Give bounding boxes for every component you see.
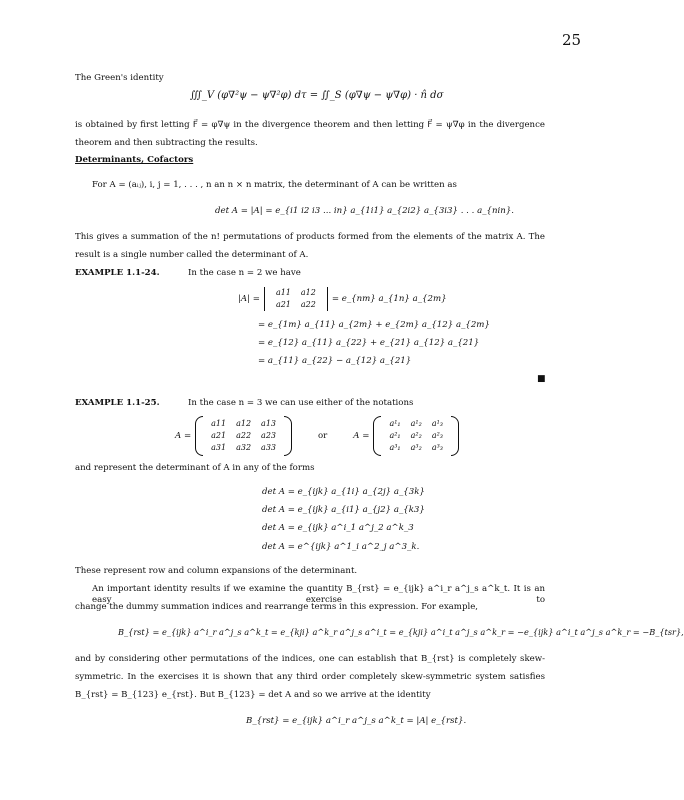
- det-form-2: det A = e_{ijk} a_{i1} a_{j2} a_{k3}: [262, 505, 425, 515]
- matrix-cell: a³₂: [410, 443, 422, 452]
- identity-p2-line3: B_{rst} = B_{123} e_{rst}. But B_{123} = det A and so we arrive at the identity: [75, 690, 431, 700]
- matrix-row: [384, 430, 448, 442]
- det-form-1: det A = e_{ijk} a_{1i} a_{2j} a_{3k}: [262, 487, 425, 497]
- example25-matrices: [175, 416, 459, 456]
- matrix-cell: a22: [236, 431, 252, 440]
- identity-p1-line2: change the dummy summation indices and rearrange terms in this expression. For example,: [75, 602, 479, 612]
- greens-intro: The Green's identity: [75, 73, 164, 83]
- matrix-cell: a²₂: [410, 431, 422, 440]
- det-form-4: det A = e^{ijk} a^1_i a^2_j a^3_k.: [262, 542, 420, 552]
- matrix-cell: a12: [236, 419, 252, 428]
- matrix-cell: a31: [211, 443, 227, 452]
- matrix-cell: a23: [261, 431, 276, 440]
- matrix-cell: a32: [236, 443, 252, 452]
- matrix-row: [384, 442, 448, 454]
- example24-eq1: = e_{nm} a_{1n} a_{2m}: [331, 293, 447, 304]
- matrix-cell: a¹₃: [431, 419, 443, 428]
- page-number: 25: [562, 31, 582, 49]
- example24-matrix: [264, 287, 328, 311]
- greens-after-line2: theorem and then subtracting the results.: [75, 138, 258, 148]
- left-paren: [195, 416, 203, 456]
- example25-matrix2: [373, 416, 459, 456]
- example24-text: In the case n = 2 we have: [188, 268, 301, 278]
- matrix-cell: a21: [275, 300, 291, 309]
- example25-matrix1: [195, 416, 292, 456]
- example24-eq4: = a_{11} a_{22} − a_{12} a_{21}: [258, 356, 412, 366]
- matrix-cell: a33: [261, 443, 276, 452]
- matrix-row: [271, 287, 321, 299]
- or-word: or: [318, 430, 328, 441]
- matrix-cell: a³₁: [389, 443, 401, 452]
- matrix-cell: a12: [300, 288, 316, 297]
- final-identity: B_{rst} = e_{ijk} a^i_r a^j_s a^k_t = |A| e_{rst}.: [246, 716, 467, 726]
- matrix-cell: a¹₂: [410, 419, 422, 428]
- example24-eq2: = e_{1m} a_{11} a_{2m} + e_{2m} a_{12} a_{2m}: [258, 320, 490, 330]
- det-form-3: det A = e_{ijk} a^i_1 a^j_2 a^k_3: [262, 523, 414, 533]
- example24-label: EXAMPLE 1.1-24.: [75, 268, 160, 278]
- matrix-cell: a13: [261, 419, 276, 428]
- det-formula: det A = |A| = e_{i1 i2 i3 ... in} a_{1i1} a_{2i2} a_{3i3} . . . a_{nin}.: [215, 206, 515, 216]
- matrix-row: [384, 418, 448, 430]
- example24-lhs: |A| =: [238, 293, 260, 304]
- matrix-row: [206, 442, 281, 454]
- example25-lhs2: A =: [353, 430, 370, 441]
- example25-label: EXAMPLE 1.1-25.: [75, 398, 160, 408]
- matrix-row: [271, 299, 321, 311]
- matrix-row: [206, 418, 281, 430]
- right-paren: [451, 416, 459, 456]
- matrix-cell: a22: [300, 300, 316, 309]
- rows-columns-line: These represent row and column expansions of the determinant.: [75, 566, 358, 576]
- example24-det: [238, 287, 447, 311]
- intro-line: For A = (aᵢⱼ), i, j = 1, . . . , n an n × n matrix, the determinant of A can be written as: [92, 180, 457, 190]
- matrix-cell: a¹₁: [389, 419, 401, 428]
- matrix-row: [206, 430, 281, 442]
- identity-p2-line2: symmetric. In the exercises it is shown that any third order completely skew-symmetric system satisfies: [75, 672, 545, 682]
- matrix-cell: a11: [211, 419, 227, 428]
- brst-chain: B_{rst} = e_{ijk} a^i_r a^j_s a^k_t = e_{kji} a^k_r a^j_s a^i_t = e_{kji} a^i_t a^j_s a^k_r = −e_{ijk} a^i_t a^j_s a^k_r = −B_{tsr},: [118, 627, 684, 637]
- matrix-cell: a³₃: [431, 443, 443, 452]
- matrix-cell: a21: [211, 431, 227, 440]
- identity-p1-line1: An important identity results if we examine the quantity B_{rst} = e_{ijk} a^i_r a^j_s a^k_t. It is an easy exercise to: [92, 584, 545, 605]
- greens-after-line1: is obtained by first letting F⃗ = φ∇ψ in the divergence theorem and then letting F⃗ = ψ∇φ in the divergence: [75, 120, 545, 130]
- represent-line: and represent the determinant of A in any of the forms: [75, 463, 315, 473]
- matrix-cell: a²₃: [431, 431, 443, 440]
- qed-mark: ■: [537, 374, 546, 384]
- right-paren: [284, 416, 292, 456]
- section-heading: Determinants, Cofactors: [75, 155, 194, 165]
- matrix-cell: a²₁: [389, 431, 401, 440]
- matrix-cell: a11: [275, 288, 291, 297]
- summary-line1: This gives a summation of the n! permutations of products formed from the elements of the matrix A. The: [75, 232, 545, 242]
- example24-eq3: = e_{12} a_{11} a_{22} + e_{21} a_{12} a_{21}: [258, 338, 480, 348]
- example25-lhs1: A =: [175, 430, 192, 441]
- identity-p2-line1: and by considering other permutations of the indices, one can establish that B_{rst} is completely skew-: [75, 654, 545, 664]
- summary-line2: result is a single number called the determinant of A.: [75, 250, 309, 260]
- example25-text: In the case n = 3 we can use either of the notations: [188, 398, 414, 408]
- greens-formula: ∭_V (φ∇²ψ − ψ∇²φ) dτ = ∬_S (φ∇ψ − ψ∇φ) · n̂ dσ: [190, 90, 444, 101]
- left-paren: [373, 416, 381, 456]
